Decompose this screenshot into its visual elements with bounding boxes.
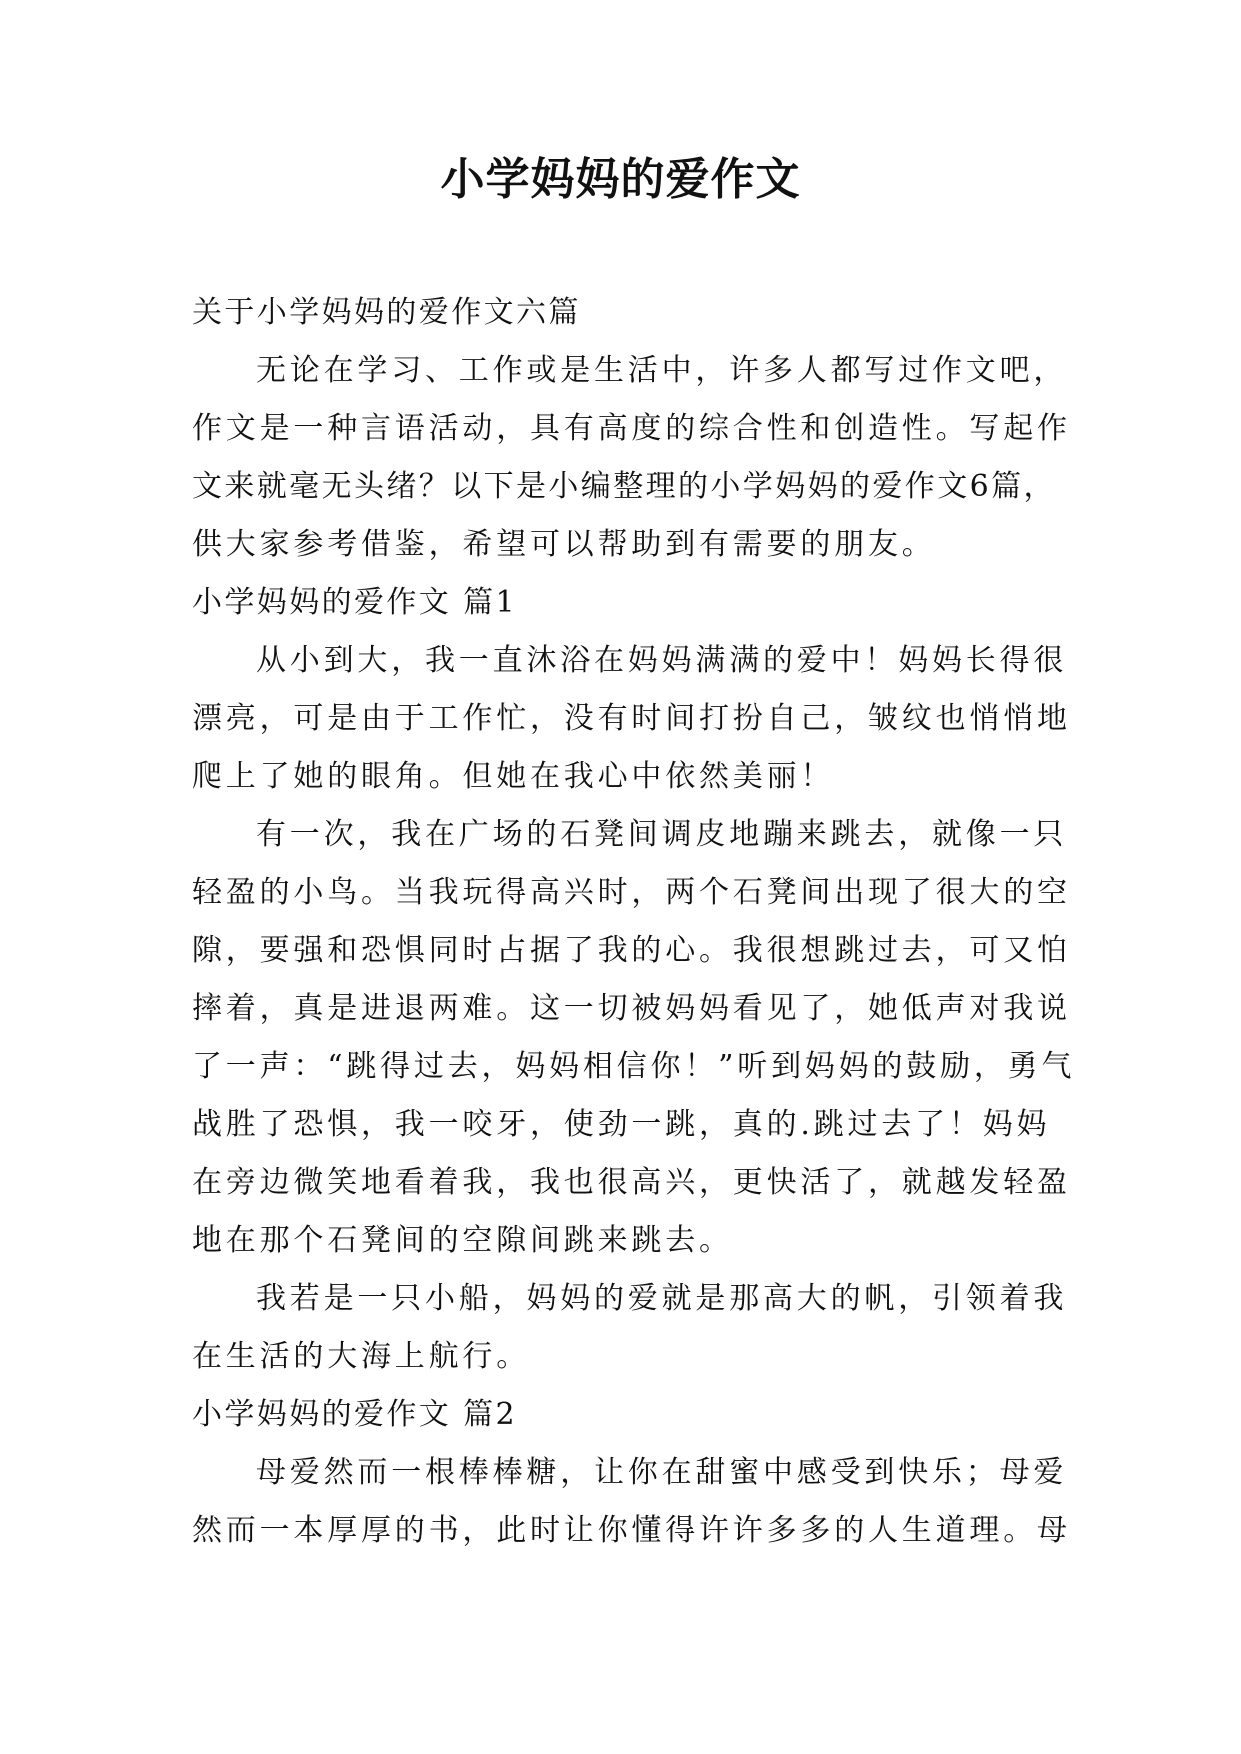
intro-heading: 关于小学妈妈的爱作文六篇 — [192, 295, 581, 330]
intro-paragraph-line: 无论在学习、工作或是生活中，许多人都写过作文吧， — [256, 353, 1068, 388]
document-title: 小学妈妈的爱作文 — [440, 154, 801, 205]
section-heading-1: 小学妈妈的爱作文 篇1 — [192, 585, 518, 620]
essay-1-paragraph-line: 在旁边微笑地看着我，我也很高兴，更快活了，就越发轻盈 — [192, 1165, 1071, 1200]
intro-paragraph-line: 作文是一种言语活动，具有高度的综合性和创造性。写起作 — [192, 411, 1071, 446]
essay-1-paragraph-line: 在生活的大海上航行。 — [192, 1339, 530, 1374]
essay-2-paragraph-line: 母爱然而一根棒棒糖，让你在甜蜜中感受到快乐；母爱 — [256, 1455, 1068, 1490]
essay-1-paragraph-line: 我若是一只小船，妈妈的爱就是那高大的帆，引领着我 — [256, 1281, 1068, 1316]
intro-paragraph-line: 供大家参考借鉴，希望可以帮助到有需要的朋友。 — [192, 527, 936, 562]
essay-1-paragraph-line: 漂亮，可是由于工作忙，没有时间打扮自己，皱纹也悄悄地 — [192, 701, 1071, 736]
essay-1-paragraph-line: 摔着，真是进退两难。这一切被妈妈看见了，她低声对我说 — [192, 991, 1071, 1026]
essay-1-paragraph-line: 隙，要强和恐惧同时占据了我的心。我很想跳过去，可又怕 — [192, 933, 1071, 968]
essay-1-paragraph-line: 从小到大，我一直沐浴在妈妈满满的爱中！妈妈长得很 — [256, 643, 1068, 678]
essay-1-paragraph-line: 了一声：“跳得过去，妈妈相信你！”听到妈妈的鼓励，勇气 — [192, 1049, 1076, 1084]
essay-2-paragraph-line: 然而一本厚厚的书，此时让你懂得许许多多的人生道理。母 — [192, 1513, 1071, 1548]
document-body — [192, 284, 1076, 1560]
essay-1-paragraph-line: 有一次，我在广场的石凳间调皮地蹦来跳去，就像一只 — [256, 817, 1068, 852]
essay-1-paragraph-line: 地在那个石凳间的空隙间跳来跳去。 — [192, 1223, 733, 1258]
essay-1-paragraph-line: 爬上了她的眼角。但她在我心中依然美丽！ — [192, 759, 835, 794]
intro-paragraph-line: 文来就毫无头绪？以下是小编整理的小学妈妈的爱作文6篇， — [192, 469, 1056, 504]
section-heading-2: 小学妈妈的爱作文 篇2 — [192, 1397, 518, 1432]
essay-1-paragraph-line: 战胜了恐惧，我一咬牙，使劲一跳，真的.跳过去了！妈妈 — [192, 1107, 1051, 1142]
essay-1-paragraph-line: 轻盈的小鸟。当我玩得高兴时，两个石凳间出现了很大的空 — [192, 875, 1071, 910]
